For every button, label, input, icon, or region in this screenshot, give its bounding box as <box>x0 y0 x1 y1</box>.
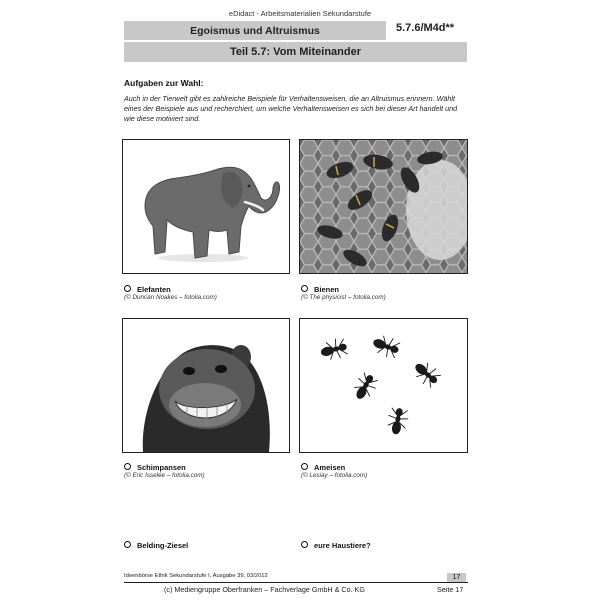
option-bees <box>301 285 386 301</box>
circle-bullet-icon <box>124 463 131 470</box>
option-label: eure Haustiere? <box>314 541 371 550</box>
elephant-icon <box>123 140 289 273</box>
material-code: 5.7.6/M4d** <box>396 22 455 34</box>
circle-bullet-icon <box>301 285 308 292</box>
footer-divider <box>124 582 468 583</box>
photo-credit: (© Duncan Noakes – fotolia.com) <box>124 294 217 301</box>
elephant-photo <box>122 139 290 274</box>
option-chimpanzees <box>124 463 205 479</box>
circle-bullet-icon <box>124 541 131 548</box>
subtitle-bar <box>124 42 467 62</box>
series-title-bar <box>124 21 386 40</box>
page-number-box <box>447 573 466 582</box>
option-ants <box>301 463 367 479</box>
option-belding-squirrel <box>124 541 188 550</box>
chimpanzee-icon <box>123 319 289 452</box>
footer-copyright: (c) Mediengruppe Oberfranken – Fachverlage GmbH & Co. KG <box>164 585 365 594</box>
circle-bullet-icon <box>301 541 308 548</box>
bees-photo <box>299 139 468 274</box>
footer-source: Ideenbörse Ethik Sekundarstufe I, Ausgabe 39, 03/2012 <box>124 573 268 579</box>
circle-bullet-icon <box>301 463 308 470</box>
section-heading: Aufgaben zur Wahl: <box>124 78 204 88</box>
series-title: Egoismus und Altruismus <box>190 24 320 37</box>
ants-photo <box>299 318 468 453</box>
option-label: Bienen <box>314 285 340 294</box>
page-subtitle: Teil 5.7: Vom Miteinander <box>229 46 361 58</box>
option-elephants <box>124 285 217 301</box>
bees-icon <box>300 140 467 273</box>
photo-credit: (© Eric Isselée – fotolia.com) <box>124 472 205 479</box>
photo-credit: (© The physicist – fotolia.com) <box>301 294 386 301</box>
photo-credit: (© Lesiay – fotolia.com) <box>301 472 368 479</box>
chimpanzee-photo <box>122 318 290 453</box>
option-label: Ameisen <box>314 463 346 472</box>
footer-page-label: Seite 17 <box>437 585 464 594</box>
option-label: Schimpansen <box>137 463 186 472</box>
page-number: 17 <box>452 574 461 581</box>
circle-bullet-icon <box>124 285 131 292</box>
ants-icon <box>300 319 467 452</box>
option-pets <box>301 541 371 550</box>
option-label: Elefanten <box>137 285 171 294</box>
publisher-line: eDidact - Arbeitsmaterialien Sekundarstufe <box>228 9 372 18</box>
intro-text: Auch in der Tierwelt gibt es zahlreiche Beispiele für Verhaltensweisen, die an Altruismus erinnern. Wählt eines der Beispiele aus und recherchiert, um welche Verhaltensweisen es sich bei dieser Art handelt und wie diese motiviert sind. <box>124 94 458 123</box>
option-label: Belding-Ziesel <box>137 541 189 550</box>
